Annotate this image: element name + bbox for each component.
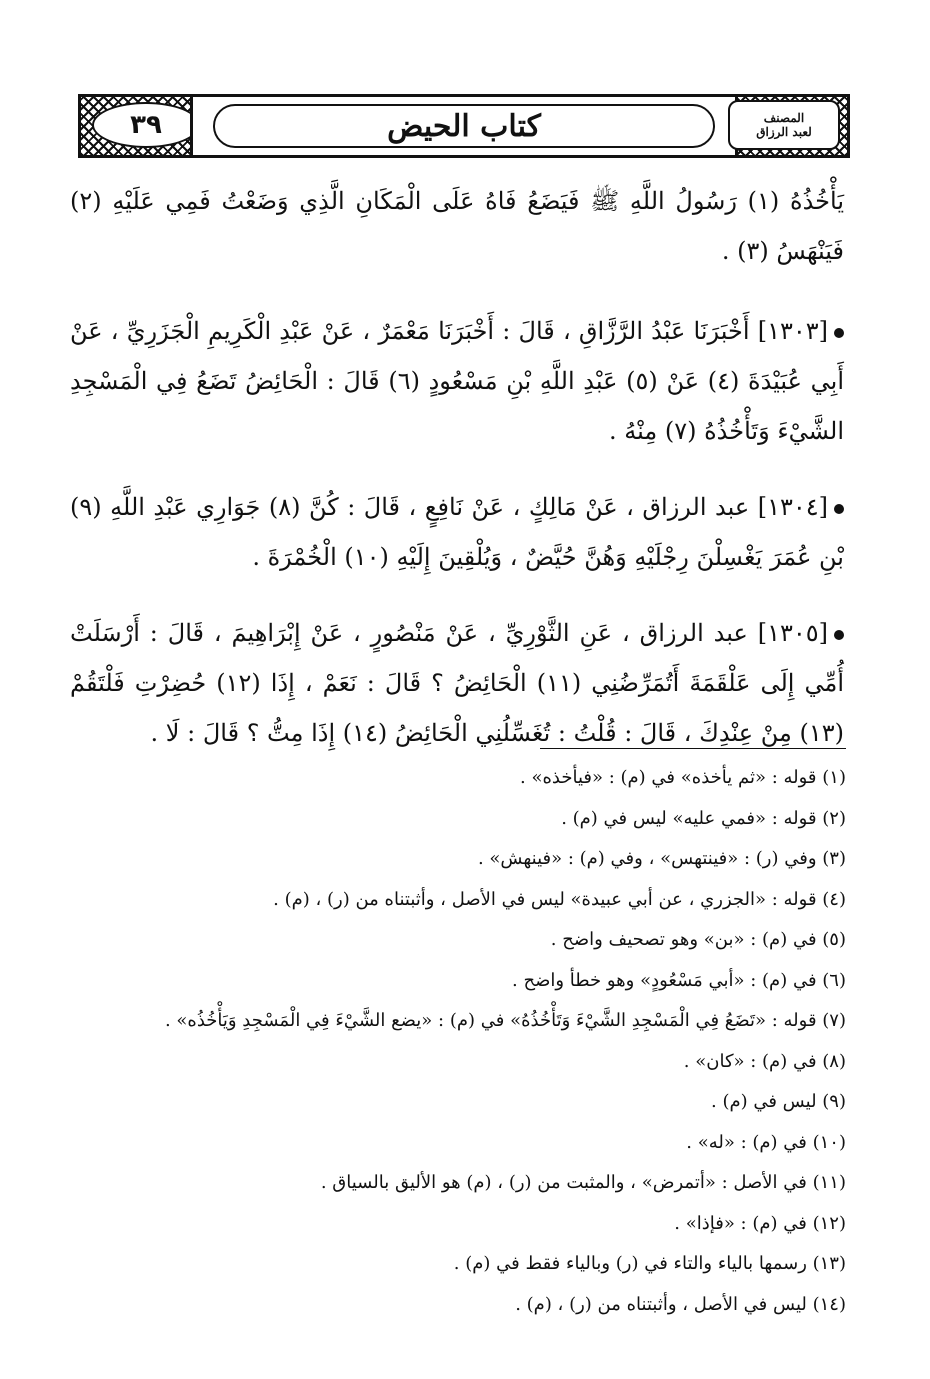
page-header <box>78 94 850 158</box>
footnote: (٨) في (م) : «كان» . <box>683 1050 846 1072</box>
footnote: (١٣) رسمها بالياء والتاء في (ر) وبالياء فقط في (م) . <box>453 1253 846 1274</box>
footnote: (٢) قوله : «فمي عليه» ليس في (م) . <box>561 807 846 829</box>
paragraph-continuation: يَأْخُذُهُ (١) رَسُولُ اللَّهِ ﷺ فَيَضَعُ فَاهُ عَلَى الْمَكَانِ الَّذِي وَضَعْتُ فَمِي عَلَيْهِ (٢) فَيَنْهَسُ (٣) . <box>70 187 844 265</box>
footnote: (٣) وفي (ر) : «فينتهس» ، وفي (م) : «فينهش» . <box>477 848 846 869</box>
seal-line-2: لعبد الرزاق <box>756 125 812 139</box>
footnote: (١٤) ليس في الأصل ، وأثبتناه من (ر) ، (م) . <box>515 1293 846 1315</box>
footnote: (١٠) في (م) : «له» . <box>686 1131 846 1153</box>
footnote: (٤) قوله : «الجزري ، عن أبي عبيدة» ليس في الأصل ، وأثبتناه من (ر) ، (م) . <box>273 888 846 910</box>
bullet-icon <box>834 328 844 338</box>
bullet-icon <box>834 504 844 514</box>
hadith-1305 <box>70 608 844 758</box>
seal-line-1: المصنف <box>763 111 805 125</box>
footnote: (١١) في الأصل : «أتمرض» ، والمثبت من (ر) ، (م) هو الأليق بالسياق . <box>320 1172 846 1193</box>
chapter-title: كتاب الحيض <box>213 104 716 148</box>
book-seal-logo <box>728 100 840 150</box>
footnote: (٩) ليس في (م) . <box>711 1091 846 1112</box>
footnote-divider <box>540 748 846 749</box>
footnote: (٧) قوله : «تَضَعُ فِي الْمَسْجِدِ الشَّيْءَ وَتَأْخُذُهُ» في (م) : «يضع الشَّيْءَ فِي الْمَسْجِدِ وَيَأْخُذُه» . <box>164 1010 846 1031</box>
hadith-text: [١٣٠٣] أَخْبَرَنَا عَبْدُ الرَّزَّاقِ ، قَالَ : أَخْبَرَنَا مَعْمَرٌ ، عَنْ عَبْدِ الْكَرِيمِ الْجَزَرِيِّ ، عَنْ أَبِي عُبَيْدَةَ (٤) عَنْ (٥) عَبْدِ اللَّهِ بْنِ مَسْعُودٍ (٦) قَالَ : الْحَائِضُ تَضَعُ فِي الْمَسْجِدِ الشَّيْءَ وَتَأْخُذُهُ (٧) مِنْهُ . <box>70 317 845 445</box>
footnote: (٥) في (م) : «بن» وهو تصحيف واضح . <box>550 929 846 950</box>
main-text <box>70 176 844 784</box>
footnote: (١٢) في (م) : «فإذا» . <box>674 1212 846 1234</box>
bullet-icon <box>834 630 844 640</box>
page-number: ٣٩ <box>92 102 200 148</box>
chapter-title-frame <box>190 94 738 158</box>
hadith-1303 <box>70 306 844 456</box>
hadith-text: [١٣٠٥] عبد الرزاق ، عَنِ الثَّوْرِيِّ ، عَنْ مَنْصُورٍ ، عَنْ إِبْرَاهِيمَ ، قَالَ : أَرْسَلَتْ أُمِّي إِلَى عَلْقَمَةَ أَتُمَرِّضُنِي (١١) الْحَائِضُ ؟ قَالَ : نَعَمْ ، إِذَا (١٢) حُضِرْتِ فَلْتَقُمْ (١٣) مِنْ عِنْدِكَ ، قَالَ : قُلْتُ : تُغَسِّلُنِي الْحَائِضُ (١٤) إِذَا مِتُّ ؟ قَالَ : لَا . <box>70 619 844 747</box>
footnote: (١) قوله : «ثم يأخذه» في (م) : «فيأخذه» . <box>520 767 846 788</box>
hadith-1304 <box>70 482 844 582</box>
footnotes <box>150 758 846 1325</box>
footnote: (٦) في (م) : «أبي مَسْعُودٍ» وهو خطأ واضح . <box>512 969 846 991</box>
hadith-text: [١٣٠٤] عبد الرزاق ، عَنْ مَالِكٍ ، عَنْ نَافِعٍ ، قَالَ : كُنَّ (٨) جَوَارِي عَبْدِ اللَّهِ (٩) بْنِ عُمَرَ يَغْسِلْنَ رِجْلَيْهِ وَهُنَّ حُيَّضٌ ، وَيُلْقِينَ إِلَيْهِ (١٠) الْخُمْرَةَ . <box>70 493 844 571</box>
